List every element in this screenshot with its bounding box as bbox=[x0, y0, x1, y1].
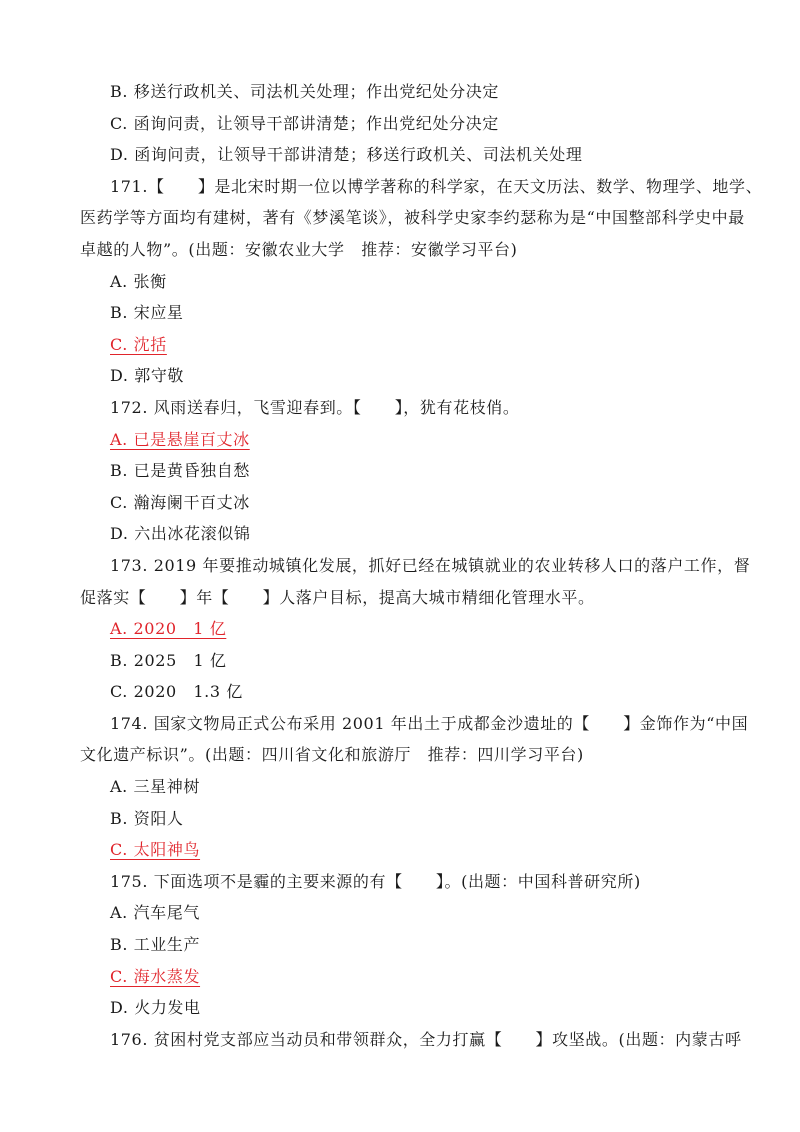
answer-option bbox=[80, 834, 726, 866]
line-text: C. 2020 1.3 亿 bbox=[110, 682, 243, 702]
line-text: B. 2025 1 亿 bbox=[110, 650, 227, 670]
line-text: 172. 风雨送春归，飞雪迎春到。【 】，犹有花枝俏。 bbox=[110, 397, 520, 417]
question-stem bbox=[80, 392, 726, 424]
correct-answer-text: C. 太阳神鸟 bbox=[110, 840, 201, 860]
question-stem bbox=[80, 1024, 742, 1056]
line-text: B. 已是黄昏独自愁 bbox=[110, 461, 250, 481]
question-stem-continued bbox=[80, 202, 745, 234]
line-text: 促落实【 】年【 】人落户目标，提高大城市精细化管理水平。 bbox=[80, 587, 595, 607]
question-stem-continued bbox=[80, 582, 726, 614]
line-text: D. 六出冰花滚似锦 bbox=[110, 524, 251, 544]
question-stem bbox=[80, 866, 726, 898]
answer-option bbox=[80, 329, 726, 361]
line-text: 医药学等方面均有建树，著有《梦溪笔谈》，被科学史家李约瑟称为是“中国整部科学史中最 bbox=[80, 208, 745, 228]
question-stem bbox=[80, 550, 751, 582]
line-text: 176. 贫困村党支部应当动员和带领群众，全力打赢【 】攻坚战。(出题：内蒙古呼 bbox=[110, 1029, 742, 1049]
option-line bbox=[80, 139, 726, 171]
line-text: C. 瀚海阑干百丈冰 bbox=[110, 492, 250, 512]
correct-answer-text: C. 沈括 bbox=[110, 334, 167, 354]
line-text: 171.【 】是北宋时期一位以博学著称的科学家，在天文历法、数学、物理学、地学、 bbox=[110, 176, 763, 196]
line-text: A. 三星神树 bbox=[110, 777, 200, 797]
line-text: C. 函询问责，让领导干部讲清楚；作出党纪处分决定 bbox=[110, 113, 499, 133]
answer-option bbox=[80, 613, 726, 645]
option-line bbox=[80, 645, 726, 677]
question-stem bbox=[80, 171, 763, 203]
option-line bbox=[80, 897, 726, 929]
line-text: A. 张衡 bbox=[110, 271, 167, 291]
line-text: D. 火力发电 bbox=[110, 998, 201, 1018]
line-text: 卓越的人物”。(出题：安徽农业大学 推荐：安徽学习平台) bbox=[80, 239, 518, 259]
option-line bbox=[80, 360, 726, 392]
option-line bbox=[80, 518, 726, 550]
option-line bbox=[80, 992, 726, 1024]
line-text: B. 移送行政机关、司法机关处理；作出党纪处分决定 bbox=[110, 82, 499, 101]
line-text: 174. 国家文物局正式公布采用 2001 年出土于成都金沙遗址的【 】金饰作为“中国 bbox=[110, 713, 749, 733]
line-text: 175. 下面选项不是霾的主要来源的有【 】。(出题：中国科普研究所) bbox=[110, 871, 641, 891]
option-line bbox=[80, 266, 726, 298]
line-text: A. 汽车尾气 bbox=[110, 903, 200, 923]
answer-option bbox=[80, 961, 726, 993]
correct-answer-text: A. 已是悬崖百丈冰 bbox=[110, 429, 250, 449]
option-line bbox=[80, 76, 726, 108]
line-text: B. 宋应星 bbox=[110, 303, 184, 323]
option-line bbox=[80, 676, 726, 708]
line-text: 文化遗产标识”。(出题：四川省文化和旅游厅 推荐：四川学习平台) bbox=[80, 745, 584, 765]
option-line bbox=[80, 108, 726, 140]
line-text: 173. 2019 年要推动城镇化发展，抓好已经在城镇就业的农业转移人口的落户工作，督 bbox=[110, 555, 751, 575]
option-line bbox=[80, 455, 726, 487]
option-line bbox=[80, 487, 726, 519]
answer-option bbox=[80, 424, 726, 456]
option-line bbox=[80, 929, 726, 961]
option-line bbox=[80, 803, 726, 835]
question-stem bbox=[80, 708, 749, 740]
line-text: B. 资阳人 bbox=[110, 808, 184, 828]
correct-answer-text: A. 2020 1 亿 bbox=[110, 619, 227, 639]
question-stem-continued bbox=[80, 234, 726, 266]
line-text: D. 郭守敬 bbox=[110, 366, 185, 386]
line-text: B. 工业生产 bbox=[110, 935, 201, 955]
option-line bbox=[80, 771, 726, 803]
line-text: D. 函询问责，让领导干部讲清楚；移送行政机关、司法机关处理 bbox=[110, 145, 583, 165]
question-stem-continued bbox=[80, 739, 726, 771]
option-line bbox=[80, 297, 726, 329]
correct-answer-text: C. 海水蒸发 bbox=[110, 966, 201, 986]
